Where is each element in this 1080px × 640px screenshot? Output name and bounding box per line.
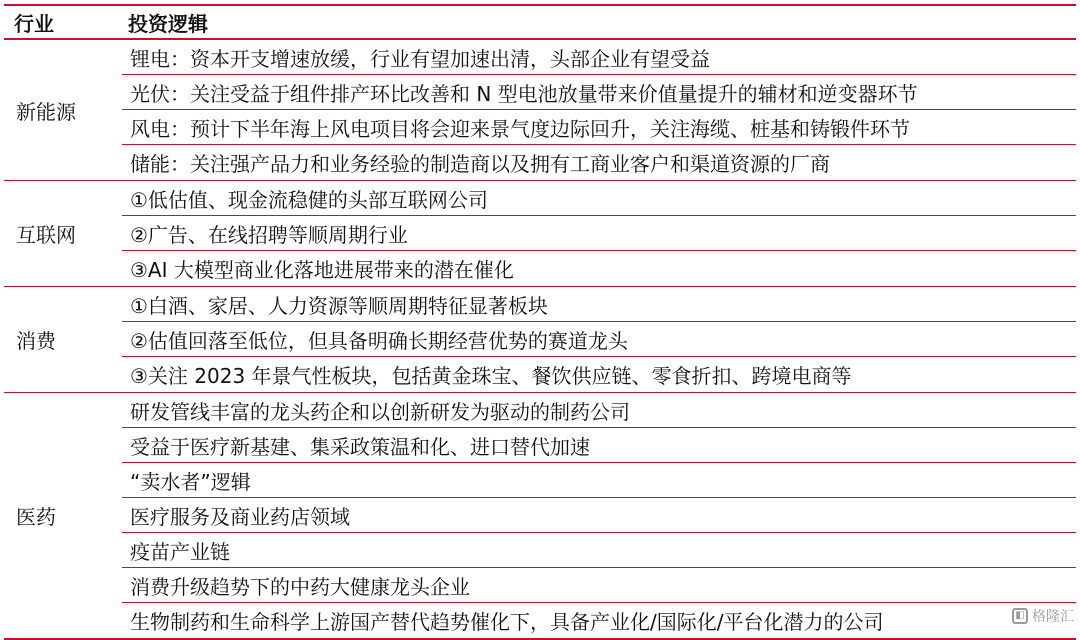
group-name: 新能源 [16, 99, 76, 124]
list-item: 疫苗产业链 [122, 533, 1076, 568]
list-item: ③关注 2023 年景气性板块，包括黄金珠宝、餐饮供应链、零食折扣、跨境电商等 [130, 364, 852, 388]
group-consumer [4, 287, 1076, 393]
table-header [4, 4, 1076, 40]
header-industry: 行业 [14, 11, 54, 36]
group-name: 医药 [16, 505, 56, 529]
list-item: ①白酒、家居、人力资源等顺周期特征显著板块 [122, 287, 1076, 322]
group-new-energy [4, 40, 1076, 181]
investment-logic-table [4, 4, 1076, 640]
header-logic: 投资逻辑 [128, 11, 208, 36]
list-item: 锂电：资本开支增速放缓，行业有望加速出清，头部企业有望受益 [122, 40, 1076, 75]
list-item: ①低估值、现金流稳健的头部互联网公司 [122, 181, 1076, 216]
logo-icon: ◧ [1012, 608, 1028, 624]
list-item: ③AI 大模型商业化落地进展带来的潜在催化 [130, 258, 514, 282]
group-pharma [4, 393, 1076, 640]
group-name: 消费 [16, 329, 56, 353]
list-item: ②广告、在线招聘等顺周期行业 [122, 216, 1076, 251]
watermark [1012, 606, 1074, 626]
list-item: 风电：预计下半年海上风电项目将会迎来景气度边际回升，关注海缆、桩基和铸锻件环节 [122, 110, 1076, 145]
group-internet [4, 181, 1076, 287]
watermark-text: 格隆汇 [1032, 609, 1074, 625]
list-item: 消费升级趋势下的中药大健康龙头企业 [122, 568, 1076, 603]
list-item: 研发管线丰富的龙头药企和以创新研发为驱动的制药公司 [122, 393, 1076, 428]
list-item: ②估值回落至低位，但具备明确长期经营优势的赛道龙头 [122, 322, 1076, 357]
list-item: 医疗服务及商业药店领域 [122, 498, 1076, 533]
list-item: 储能：关注强产品力和业务经验的制造商以及拥有工商业客户和渠道资源的厂商 [130, 152, 830, 176]
group-name: 互联网 [16, 223, 76, 247]
list-item: 生物制药和生命科学上游国产替代趋势催化下，具备产业化/国际化/平台化潜力的公司 [130, 610, 884, 634]
list-item: 光伏：关注受益于组件排产环比改善和 N 型电池放量带来价值量提升的辅材和逆变器环节 [122, 75, 1076, 110]
list-item: 受益于医疗新基建、集采政策温和化、进口替代加速 [122, 428, 1076, 463]
list-item: “卖水者”逻辑 [122, 463, 1076, 498]
